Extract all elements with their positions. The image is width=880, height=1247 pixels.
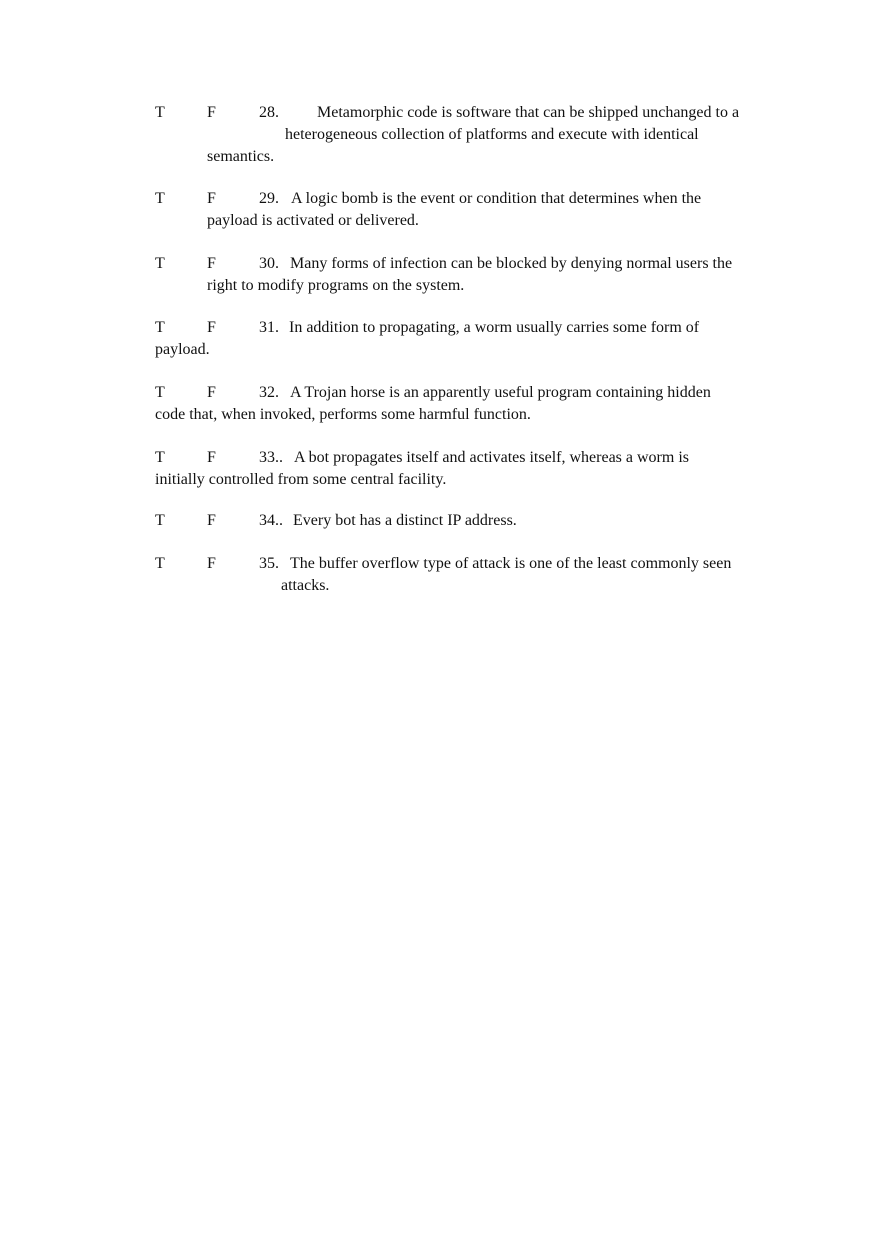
question-text-line: initially controlled from some central facility. bbox=[155, 471, 447, 488]
question-30 bbox=[0, 253, 880, 297]
question-number: 31. bbox=[259, 319, 279, 336]
question-text-line: right to modify programs on the system. bbox=[207, 277, 465, 294]
question-text-line: In addition to propagating, a worm usually carries some form of bbox=[289, 319, 700, 336]
question-33 bbox=[0, 447, 880, 491]
true-option[interactable]: T bbox=[155, 319, 165, 336]
question-text-line: code that, when invoked, performs some harmful function. bbox=[155, 406, 531, 423]
question-number: 34.. bbox=[259, 512, 283, 529]
question-text-line: The buffer overflow type of attack is one of the least commonly seen bbox=[290, 555, 732, 572]
false-option[interactable]: F bbox=[207, 512, 216, 529]
question-number: 33.. bbox=[259, 449, 283, 466]
true-option[interactable]: T bbox=[155, 555, 165, 572]
false-option[interactable]: F bbox=[207, 190, 216, 207]
question-32 bbox=[0, 382, 880, 426]
false-option[interactable]: F bbox=[207, 555, 216, 572]
false-option[interactable]: F bbox=[207, 255, 216, 272]
false-option[interactable]: F bbox=[207, 449, 216, 466]
question-35 bbox=[0, 553, 880, 597]
question-text-line: Many forms of infection can be blocked by denying normal users the bbox=[290, 255, 733, 272]
question-number: 32. bbox=[259, 384, 279, 401]
false-option[interactable]: F bbox=[207, 384, 216, 401]
true-option[interactable]: T bbox=[155, 512, 165, 529]
question-number: 29. bbox=[259, 190, 279, 207]
question-29 bbox=[0, 188, 880, 232]
true-option[interactable]: T bbox=[155, 190, 165, 207]
question-28 bbox=[0, 102, 880, 165]
question-text-line: semantics. bbox=[207, 148, 275, 165]
false-option[interactable]: F bbox=[207, 319, 216, 336]
question-text-line: Metamorphic code is software that can be shipped unchanged to a bbox=[317, 104, 740, 121]
question-text-line: A bot propagates itself and activates itself, whereas a worm is bbox=[294, 449, 689, 466]
true-option[interactable]: T bbox=[155, 449, 165, 466]
question-number: 30. bbox=[259, 255, 279, 272]
false-option[interactable]: F bbox=[207, 104, 216, 121]
question-31 bbox=[0, 317, 880, 361]
true-option[interactable]: T bbox=[155, 384, 165, 401]
question-text-line: A logic bomb is the event or condition that determines when the bbox=[291, 190, 702, 207]
question-text-line: Every bot has a distinct IP address. bbox=[293, 512, 517, 529]
question-number: 35. bbox=[259, 555, 279, 572]
question-text-line: payload. bbox=[155, 341, 210, 358]
question-number: 28. bbox=[259, 104, 279, 121]
true-option[interactable]: T bbox=[155, 255, 165, 272]
question-34 bbox=[0, 510, 880, 532]
question-text-line: attacks. bbox=[281, 577, 330, 594]
question-text-line: payload is activated or delivered. bbox=[207, 212, 419, 229]
question-text-line: A Trojan horse is an apparently useful program containing hidden bbox=[290, 384, 711, 401]
true-option[interactable]: T bbox=[155, 104, 165, 121]
question-text-line: heterogeneous collection of platforms and execute with identical bbox=[285, 126, 699, 143]
